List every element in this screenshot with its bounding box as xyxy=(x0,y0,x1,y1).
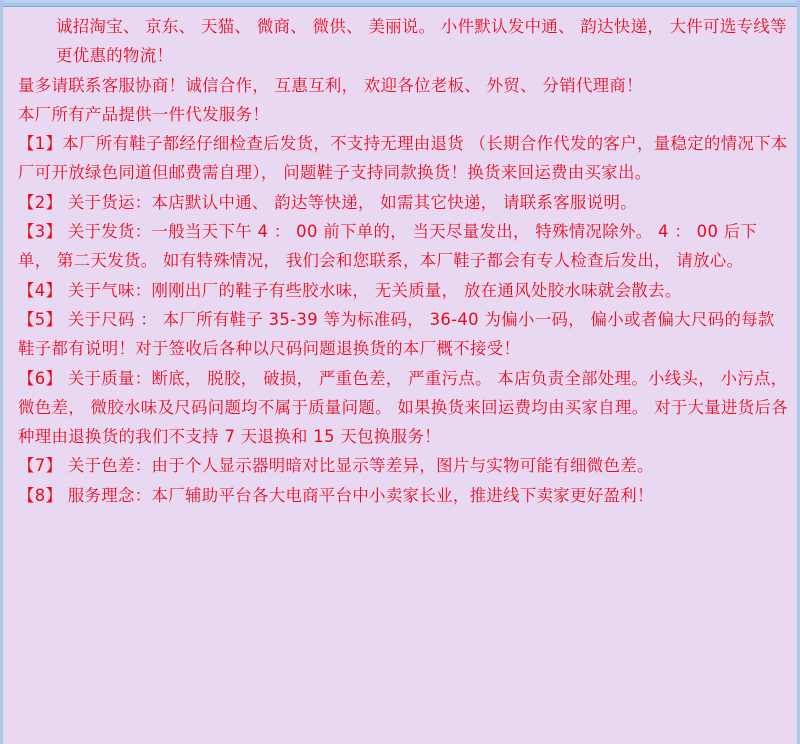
policy-item-5: 【5】 关于尺码 ： 本厂所有鞋子 35-39 等为标准码， 36-40 为偏小一码， 偏小或者偏大尺码的每款鞋子都有说明！对于签收后各种以尺码问题退换货的本厂概不接受！ xyxy=(18,309,775,359)
intro-paragraph-1: 诚招淘宝、 京东、 天猫、 微商、 微供、 美丽说。 小件默认发中通、 韵达快递， 大件可选专线等更优惠的物流！ xyxy=(56,17,787,66)
left-frame-border xyxy=(0,0,3,744)
top-frame-border xyxy=(0,0,800,7)
policy-item-4: 【4】 关于气味：刚刚出厂的鞋子有些胶水味， 无关质量， 放在通风处胶水味就会散去。 xyxy=(18,280,682,300)
policy-item-2: 【2】 关于货运：本店默认中通、 韵达等快递， 如需其它快递， 请联系客服说明。 xyxy=(18,192,637,212)
policy-item-3: 【3】 关于发货：一般当天下午 4 ： 00 前下单的， 当天尽量发出， 特殊情况除外。 4 ： 00 后下单， 第二天发货。 如有特殊情况， 我们会和您联系，本厂鞋子都会有专人检查后发出， 请放心。 xyxy=(18,222,758,271)
intro-paragraph-2: 量多请联系客服协商！诚信合作， 互惠互利， 欢迎各位老板、 外贸、 分销代理商！ xyxy=(18,75,643,95)
intro-paragraph-3: 本厂所有产品提供一件代发服务！ xyxy=(18,104,270,124)
policy-item-8: 【8】 服务理念：本厂辅助平台各大电商平台中小卖家长业，推进线下卖家更好盈利！ xyxy=(18,485,654,505)
policy-item-7: 【7】 关于色差：由于个人显示器明暗对比显示等差异，图片与实物可能有细微色差。 xyxy=(18,456,654,476)
policy-item-1: 【1】本厂所有鞋子都经仔细检查后发货，不支持无理由退货 （长期合作代发的客户，量稳定的情况下本厂可开放绿色同道但邮费需自理）， 问题鞋子支持同款换货！换货来回运费由买家出。 xyxy=(18,134,788,183)
shop-notice xyxy=(18,12,788,510)
policy-item-6: 【6】 关于质量：断底， 脱胶， 破损， 严重色差， 严重污点。 本店负责全部处理。小线头， 小污点， 微色差， 微胶水味及尺码问题均不属于质量问题。 如果换货来回运费均由买家自理。 对于大量进货后各种理由退换货的我们不支持 7 天退换和 15 天包换服务！ xyxy=(18,368,789,447)
